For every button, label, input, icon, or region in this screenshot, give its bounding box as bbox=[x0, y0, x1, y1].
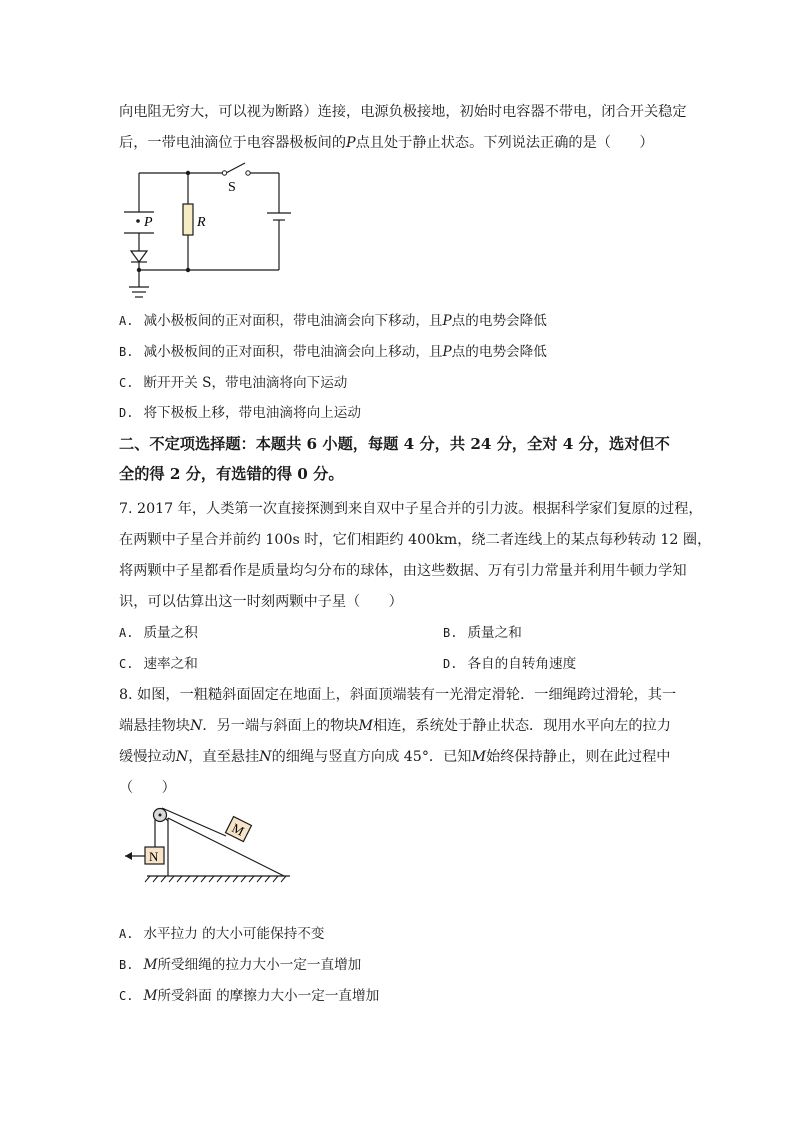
q8-option-c: C. M所受斜面 的摩擦力大小一定一直增加 bbox=[119, 988, 380, 1004]
q7-option-d: D. 各自的自转角速度 bbox=[443, 656, 577, 672]
q6-stem-line-1: 向电阻无穷大，可以视为断路）连接，电源负极接地，初始时电容器不带电，闭合开关稳定 bbox=[119, 104, 687, 120]
q7-option-b: B. 质量之和 bbox=[443, 625, 522, 641]
pulley-axle bbox=[159, 814, 162, 817]
q6-option-a: A. 减小极板间的正对面积，带电油滴会向下移动，且P点的电势会降低 bbox=[119, 313, 547, 329]
q8-line-4: （ ） bbox=[119, 780, 176, 796]
q8-line-3: 缓慢拉动N，直至悬挂N的细绳与竖直方向成 45°．已知M始终保持静止，则在此过程中 bbox=[119, 749, 671, 765]
q6-option-b: B. 减小极板间的正对面积，带电油滴会向上移动，且P点的电势会降低 bbox=[119, 344, 547, 360]
q7-line-3: 将两颗中子星都看作是质量均匀分布的球体，由这些数据、万有引力常量并利用牛顿力学知 bbox=[119, 563, 687, 579]
q6-option-c: C. 断开开关 S，带电油滴将向下运动 bbox=[119, 375, 348, 391]
q7-line-4: 识，可以估算出这一时刻两颗中子星（ ） bbox=[119, 594, 403, 610]
q8-option-b: B. M所受细绳的拉力大小一定一直增加 bbox=[119, 957, 362, 973]
q7-option-c: C. 速率之和 bbox=[119, 656, 198, 672]
q7-line-1: 7. 2017 年，人类第一次直接探测到来自双中子星合并的引力波。根据科学家们复原的过程， bbox=[119, 501, 703, 517]
q8-line-1: 8. 如图，一粗糙斜面固定在地面上，斜面顶端装有一光滑定滑轮．一细绳跨过滑轮，其一 bbox=[119, 687, 677, 703]
incline-slope bbox=[168, 818, 284, 876]
q8-option-a: A. 水平拉力 的大小可能保持不变 bbox=[119, 926, 325, 942]
q7-option-a: A. 质量之积 bbox=[119, 625, 198, 641]
rope-to-m bbox=[162, 808, 226, 836]
q6-option-d: D. 将下极板上移，带电油滴将向上运动 bbox=[119, 405, 361, 421]
label-m: M bbox=[229, 820, 247, 839]
q7-line-2: 在两颗中子星合并前约 100s 时，它们相距约 400km，绕二者连线上的某点每秒转动 12 圈， bbox=[119, 532, 712, 548]
var-p: P bbox=[346, 135, 356, 151]
section-heading-line-2: 全的得 2 分，有选错的得 0 分。 bbox=[119, 465, 344, 483]
label-r: R bbox=[197, 215, 206, 230]
label-s: S bbox=[228, 180, 236, 195]
label-p: P bbox=[144, 215, 153, 230]
section-heading-line-1: 二、不定项选择题：本题共 6 小题，每题 4 分，共 24 分，全对 4 分，选对但不 bbox=[119, 435, 670, 453]
pull-arrow-head bbox=[125, 852, 132, 860]
ground-hatching bbox=[145, 876, 286, 882]
label-n: N bbox=[149, 849, 159, 864]
q8-line-2: 端悬挂物块N．另一端与斜面上的物块M相连，系统处于静止状态．现用水平向左的拉力 bbox=[119, 718, 671, 734]
q6-stem-line-2: 后，一带电油滴位于电容器极板间的P点且处于静止状态。下列说法正确的是（ ） bbox=[119, 135, 654, 151]
